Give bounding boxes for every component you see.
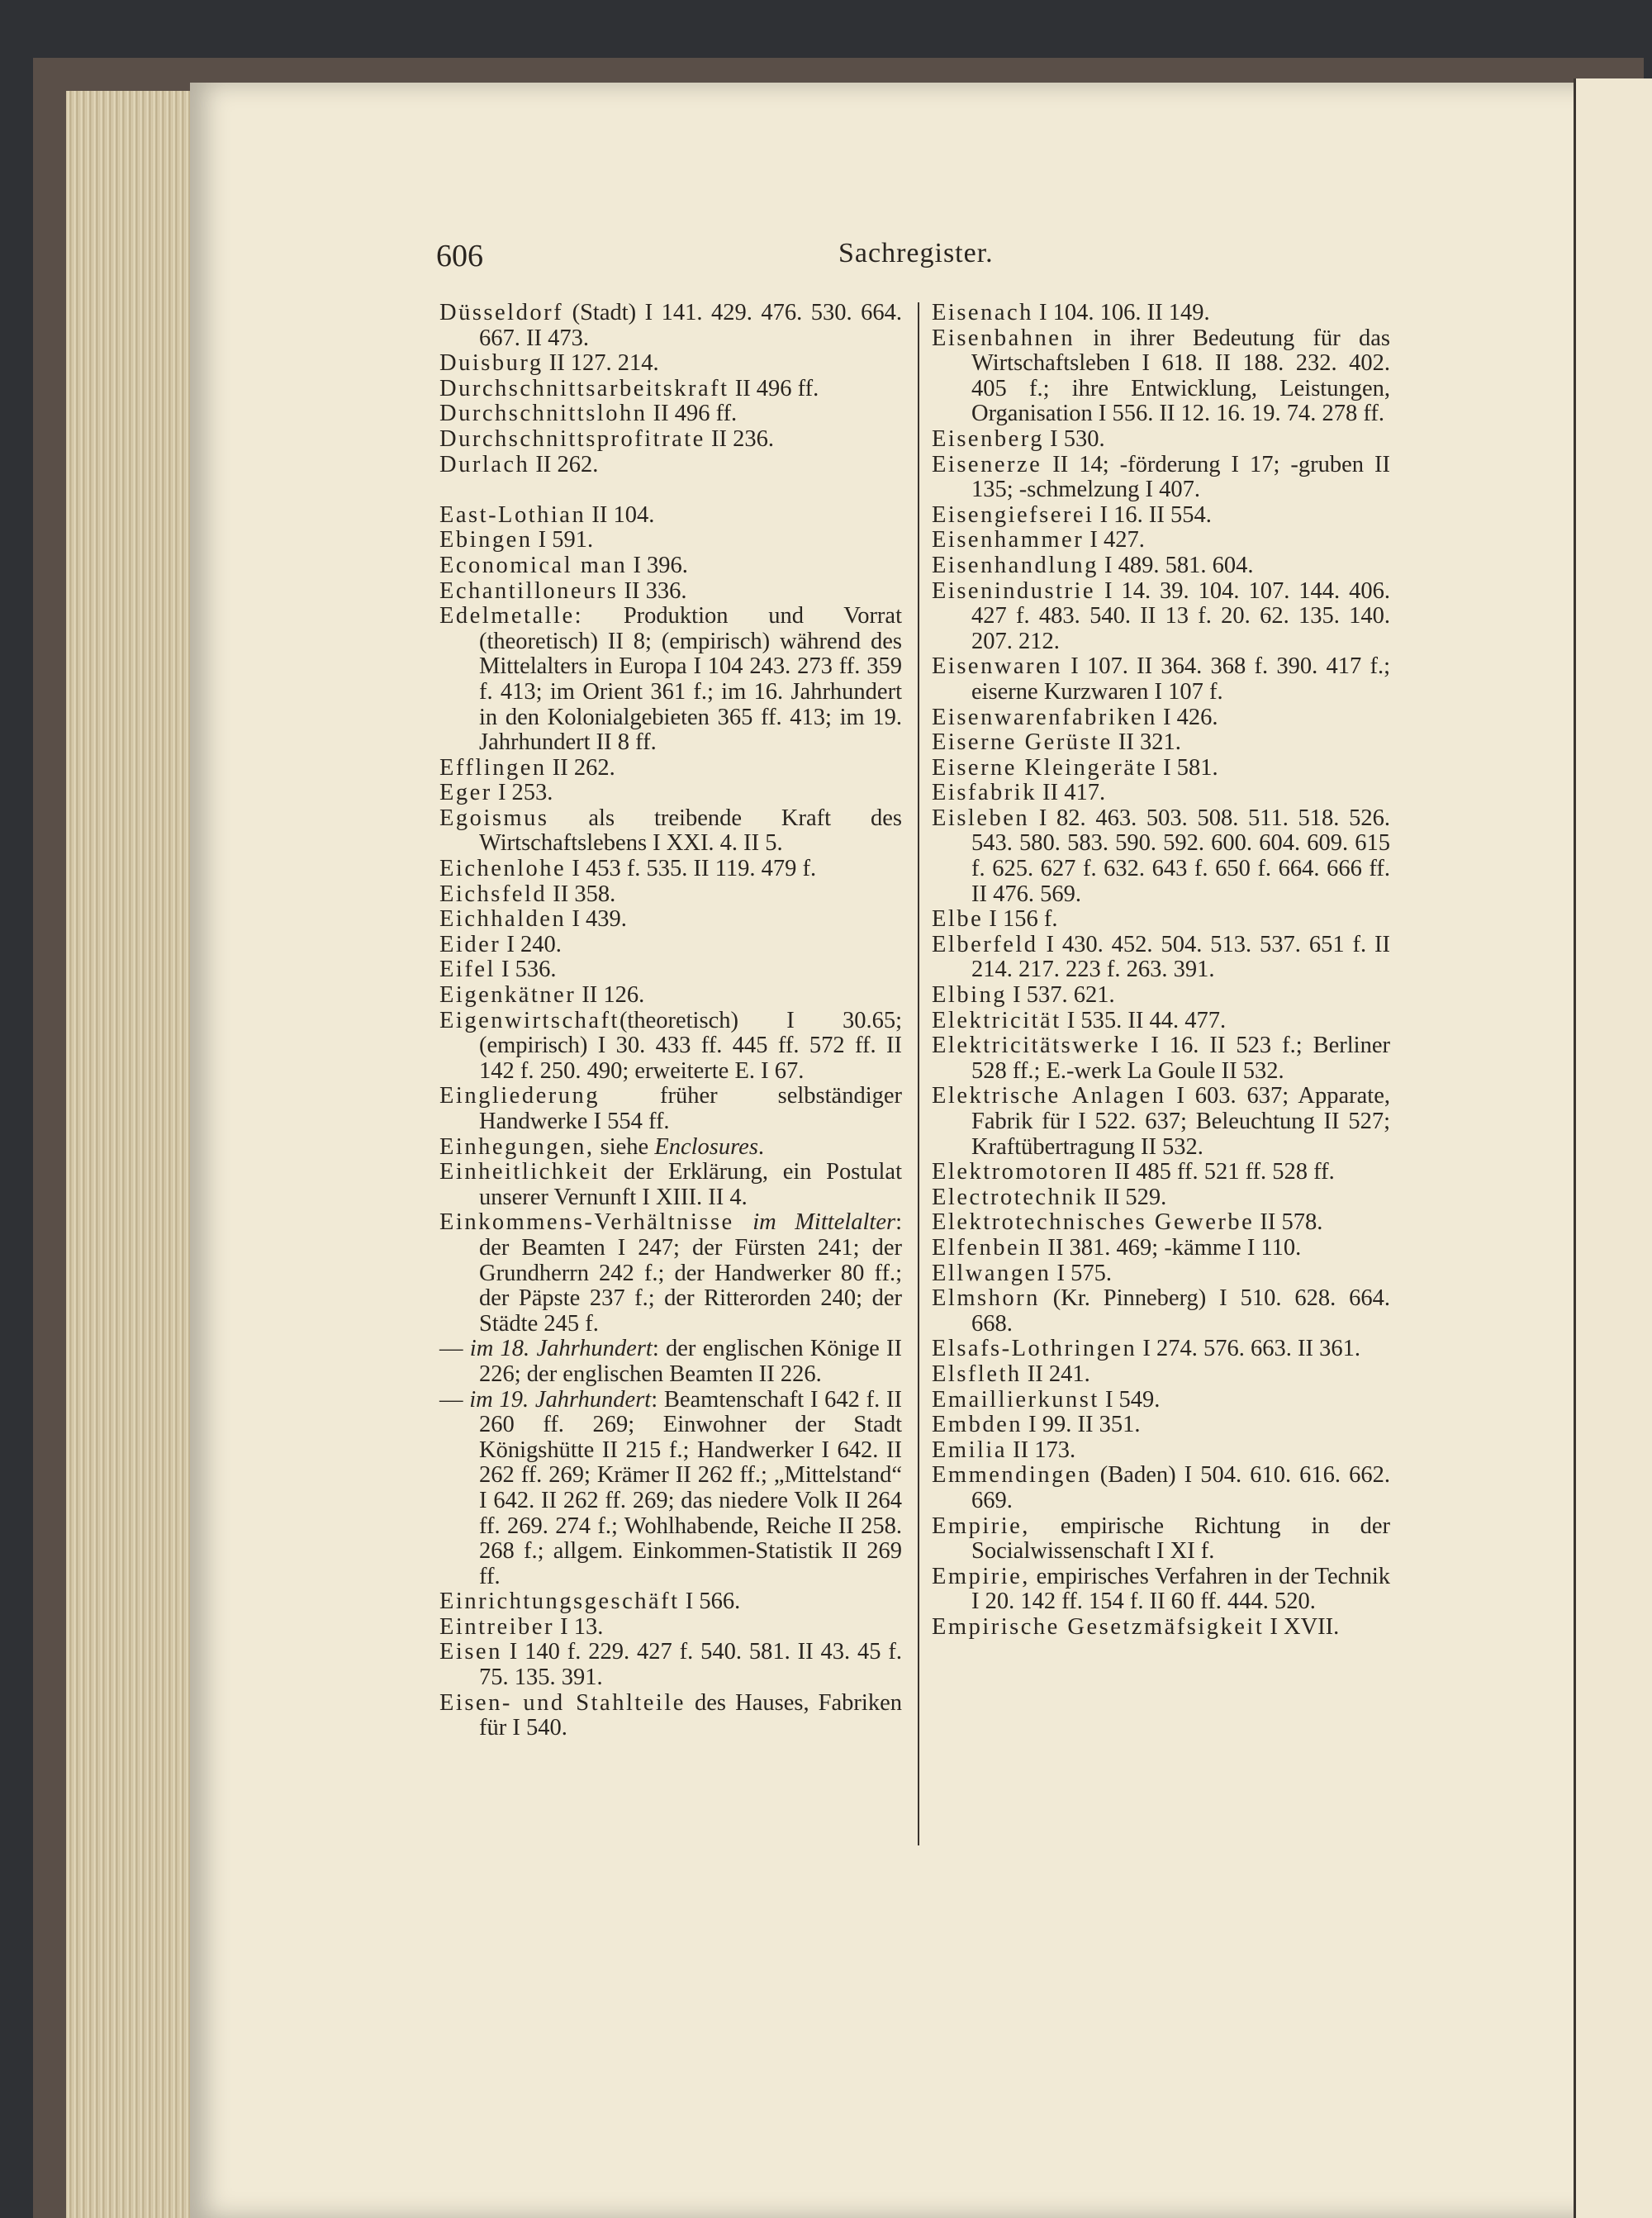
index-entry [439, 1388, 902, 1590]
index-entry [932, 1160, 1390, 1185]
entry-term: Eisen [439, 1639, 502, 1665]
entry-term: Einrichtungsgeschäft [439, 1589, 680, 1615]
entry-term: Eigenwirtschaft [439, 1007, 620, 1033]
entry-references: I 14. 39. 104. 107. 144. 406. 427 f. 483. 540. II 13 f. 20. 62. 135. 140. 207. 212. [971, 577, 1390, 654]
index-entry [439, 957, 902, 983]
entry-references: I 535. II 44. 477. [1061, 1007, 1227, 1033]
index-entry [439, 983, 902, 1009]
entry-italic: im Mittelalter [752, 1209, 896, 1236]
index-entry [439, 806, 902, 857]
entry-italic: Enclosures [654, 1133, 758, 1160]
index-entry [932, 453, 1390, 503]
entry-term: Eifel [439, 957, 496, 983]
entry-term: Elbe [932, 906, 984, 933]
entry-term: Egoismus [439, 805, 549, 831]
entry-term: Elberfeld [932, 931, 1038, 957]
entry-term: Electrotechnik [932, 1184, 1099, 1210]
entry-references: (Kr. Pinneberg) I 510. 628. 664. 668. [971, 1285, 1390, 1337]
entry-references: (theoretisch) I 30.65; (empirisch) I 30. 433 ff. 445 ff. 572 ff. II 142 f. 250. 490; erweiterte E. I 67. [479, 1007, 902, 1084]
entry-term: Einheitlichkeit [439, 1159, 610, 1185]
entry-term: Durchschnittsarbeitskraft [439, 375, 729, 401]
entry-references: I 603. 637; Apparate, Fabrik für I 522. 637; Beleuchtung II 527; Kraftübertragung II 532. [971, 1083, 1390, 1160]
entry-term: Elektricität [932, 1007, 1061, 1033]
section-gap [439, 477, 902, 503]
entry-term: Einkommens-Verhältnisse [439, 1209, 734, 1236]
entry-term: Eger [439, 780, 492, 806]
entry-references: II 126. [576, 982, 645, 1009]
entry-references: I 581. [1157, 754, 1218, 781]
entry-term: Echantilloneurs [439, 577, 619, 604]
index-entry [439, 427, 902, 453]
entry-references: I 396. [627, 552, 688, 578]
entry-references: I 549. [1099, 1386, 1161, 1413]
entry-term: Embden [932, 1412, 1023, 1438]
index-entry [439, 781, 902, 806]
index-entry [439, 857, 902, 882]
entry-term: Eichsfeld [439, 881, 548, 907]
entry-references: (Baden) I 504. 610. 616. 662. 669. [971, 1462, 1390, 1513]
page [190, 83, 1623, 2218]
column-divider [918, 302, 919, 1845]
index-entry [932, 806, 1390, 907]
index-entry [439, 1009, 902, 1085]
page-edges [66, 91, 211, 2218]
entry-term: Eintreiber [439, 1613, 554, 1640]
index-entry [932, 1009, 1390, 1034]
entry-term: Eisenberg [932, 425, 1044, 452]
entry-term: Emaillierkunst [932, 1386, 1099, 1413]
index-entry [439, 1640, 902, 1690]
index-entry [439, 604, 902, 756]
index-entry [932, 781, 1390, 806]
entry-references: II 14; -förderung I 17; -gruben II 135; -schmelzung I 407. [971, 451, 1390, 503]
entry-references: I 274. 576. 663. II 361. [1137, 1336, 1361, 1362]
entry-references: empirische Richtung in der Socialwissenschaft I XI f. [971, 1513, 1390, 1565]
index-entry [439, 579, 902, 605]
entry-references: I 240. [501, 931, 562, 957]
entry-term: Elsafs-Lothringen [932, 1336, 1137, 1362]
index-entry [932, 1615, 1390, 1641]
entry-term: Eider [439, 931, 501, 957]
entry-references: II 496 ff. [647, 401, 738, 427]
index-entry [932, 654, 1390, 705]
index-entry [932, 1236, 1390, 1261]
index-entry [439, 503, 902, 529]
index-entry [932, 1084, 1390, 1160]
entry-term: Eiserne Gerüste [932, 729, 1113, 756]
entry-term: Emmendingen [932, 1462, 1092, 1489]
index-entry [932, 933, 1390, 983]
entry-term: Eisengiefserei [932, 501, 1094, 528]
entry-term: Emilia [932, 1437, 1007, 1463]
entry-term: Durchschnittslohn [439, 401, 648, 427]
entry-references: II 173. [1006, 1437, 1076, 1463]
entry-term: — [439, 1336, 470, 1362]
entry-term: Eisen- und Stahlteile [439, 1689, 686, 1716]
entry-references: empirisches Verfahren in der Technik I 20. 142 ff. 154 f. II 60 ff. 444. 520. [971, 1563, 1390, 1615]
index-entry [932, 1463, 1390, 1513]
entry-term: Eisleben [932, 805, 1030, 831]
entry-references: II 417. [1036, 780, 1106, 806]
entry-term: Elektrische Anlagen [932, 1083, 1166, 1109]
index-entry [932, 503, 1390, 529]
entry-references: II 241. [1021, 1361, 1090, 1387]
index-entry [439, 1084, 902, 1134]
entry-references: I 439. [566, 906, 627, 933]
entry-references: II 381. 469; -kämme I 110. [1042, 1234, 1302, 1261]
entry-references: I 536. [495, 957, 557, 983]
entry-references: II 496 ff. [729, 375, 819, 401]
index-entry [439, 756, 902, 781]
entry-references: Produktion und Vorrat (theoretisch) II 8; (empirisch) während des Mittelalters in Europa I 104 243. 273 ff. 359 f. 413; im Orient 361 f.; im 16. Jahrhundert in den Kolonialgebieten 365 ff. 413; im 19. Jahrhundert II 8 ff. [479, 603, 902, 756]
entry-term: Eisenindustrie [932, 577, 1096, 604]
entry-term: — [439, 1386, 470, 1413]
entry-term: Efflingen [439, 754, 547, 781]
entry-term: Durlach [439, 451, 530, 477]
entry-references: II 236. [705, 425, 774, 452]
index-entry [439, 1337, 902, 1387]
entry-term: Elsfleth [932, 1361, 1022, 1387]
index-entry [932, 705, 1390, 731]
index-entry [932, 553, 1390, 579]
index-entry [932, 1514, 1390, 1565]
next-page-edge [1574, 78, 1652, 2218]
entry-term: Eisenwarenfabriken [932, 704, 1157, 730]
entry-term: Edelmetalle: [439, 603, 584, 629]
entry-term: Eichhalden [439, 906, 567, 933]
entry-term: Einhegungen, [439, 1133, 595, 1160]
index-entry [932, 301, 1390, 326]
entry-references: : der Beamten I 247; der Fürsten 241; der Grundherrn 242 f.; der Handwerker 80 ff.; der Päpste 237 f.; der Ritterorden 240; der Städte 245 f. [479, 1209, 903, 1337]
index-entry [932, 528, 1390, 553]
index-entry [439, 553, 902, 579]
entry-references: II 336. [618, 577, 687, 604]
entry-references: siehe [594, 1133, 655, 1160]
index-entry [932, 1210, 1390, 1236]
entry-references: I 566. [679, 1589, 741, 1615]
index-entry [439, 1691, 902, 1741]
entry-term: Elbing [932, 982, 1007, 1009]
index-entry [439, 528, 902, 553]
index-entry [439, 933, 902, 958]
entry-term: Empirie, [932, 1513, 1030, 1539]
index-entry [932, 1388, 1390, 1413]
index-column-left [439, 301, 902, 1741]
entry-references: früher selbständiger Handwerke I 554 ff. [479, 1083, 902, 1134]
entry-term: Eisenhandlung [932, 552, 1099, 578]
entry-references: des Hauses, Fabriken für I 540. [479, 1689, 902, 1741]
entry-italic: im 18. Jahrhundert [469, 1336, 653, 1362]
index-column-right [932, 301, 1390, 1640]
entry-term: Eiserne Kleingeräte [932, 754, 1158, 781]
entry-references: . [757, 1133, 765, 1160]
index-entry [932, 579, 1390, 655]
page-number: 606 [436, 239, 483, 273]
entry-references: II 358. [547, 881, 616, 907]
index-entry [439, 1160, 902, 1210]
index-entry [439, 301, 902, 351]
entry-references: I 140 f. 229. 427 f. 540. 581. II 43. 45 f. 75. 135. 391. [479, 1639, 902, 1691]
entry-references: I 13. [553, 1613, 604, 1640]
entry-term: Eisenbahnen [932, 325, 1075, 351]
entry-references: I 16. II 523 f.; Berliner 528 ff.; E.-werk La Goule II 532. [971, 1033, 1390, 1084]
entry-references: : der englischen Könige II 226; der englischen Beamten II 226. [479, 1336, 902, 1387]
entry-references: in ihrer Bedeutung für das Wirtschaftsleben I 618. II 188. 232. 402. 405 f.; ihre Entwicklung, Leistungen, Organisation I 556. II 12. 16. 19. 74. 278 ff. [971, 325, 1390, 427]
entry-references: I 426. [1156, 704, 1218, 730]
entry-references: : Beamtenschaft I 642 f. II 260 ff. 269; Einwohner der Stadt Königshütte II 215 f.; Handwerker I 642. II 262 ff. 269; Krämer II 262 ff.; „Mittelstand“ I 642. II 262 ff. 269; das niedere Volk II 264 ff. 269. 274 f.; Wohlhabende, Reiche II 258. 268 f.; allgem. Einkommen-Statistik II 269 ff. [479, 1386, 902, 1589]
index-entry [932, 427, 1390, 453]
entry-term: Empirische Gesetzmäfsigkeit [932, 1613, 1265, 1640]
entry-references: I 453 f. 535. II 119. 479 f. [566, 856, 817, 882]
entry-references: I 430. 452. 504. 513. 537. 651 f. II 214. 217. 223 f. 263. 391. [971, 931, 1390, 983]
entry-term: Durchschnittsprofitrate [439, 425, 705, 452]
index-entry [439, 1210, 902, 1337]
entry-references: I 253. [491, 780, 553, 806]
entry-references: I XVII. [1264, 1613, 1340, 1640]
entry-term: Elektromotoren [932, 1159, 1108, 1185]
entry-references: I 530. [1043, 425, 1105, 452]
entry-term: Eigenkätner [439, 982, 577, 1009]
index-entry [932, 907, 1390, 933]
index-entry [439, 1135, 902, 1161]
entry-term: Eisenhammer [932, 527, 1085, 553]
index-entry [932, 326, 1390, 427]
index-entry [932, 756, 1390, 781]
entry-references: I 104. 106. II 149. [1032, 300, 1210, 325]
index-entry [932, 1362, 1390, 1388]
entry-references: II 321. [1112, 729, 1181, 756]
entry-references: I 489. 581. 604. [1098, 552, 1254, 578]
entry-term: Elmshorn [932, 1285, 1040, 1312]
index-entry [932, 983, 1390, 1009]
index-entry [439, 351, 902, 377]
index-entry [932, 1261, 1390, 1287]
running-head: Sachregister. [838, 238, 994, 268]
entry-references: als treibende Kraft des Wirtschaftslebens I XXI. 4. II 5. [479, 805, 902, 857]
index-entry [932, 1438, 1390, 1464]
index-entry [439, 907, 902, 933]
entry-references: II 104. [586, 501, 655, 528]
index-entry [932, 730, 1390, 756]
entry-references: I 575. [1051, 1260, 1113, 1286]
index-entry [932, 1565, 1390, 1615]
entry-references: I 427. [1084, 527, 1145, 553]
entry-references: II 485 ff. 521 ff. 528 ff. [1108, 1159, 1335, 1185]
index-entry [439, 882, 902, 908]
index-entry [932, 1413, 1390, 1438]
entry-references: der Erklärung, ein Postulat unserer Vernunft I XIII. II 4. [479, 1159, 902, 1210]
entry-term: Eichenlohe [439, 856, 567, 882]
entry-references: II 262. [546, 754, 615, 781]
index-entry [932, 1185, 1390, 1211]
entry-references: II 127. 214. [543, 350, 659, 377]
entry-references: I 82. 463. 503. 508. 511. 518. 526. 543. 580. 583. 590. 592. 600. 604. 609. 615 f. 625. 627 f. 632. 643 f. 650 f. 664. 666 ff. II 476. 569. [971, 805, 1390, 907]
entry-term: Düsseldorf [439, 300, 564, 325]
entry-term: Economical man [439, 552, 628, 578]
index-entry [932, 1286, 1390, 1337]
entry-italic: im 19. Jahrhundert [469, 1386, 652, 1413]
entry-references: I 107. II 364. 368 f. 390. 417 f.; eiserne Kurzwaren I 107 f. [971, 653, 1390, 705]
entry-references: II 262. [529, 451, 599, 477]
index-entry [439, 1589, 902, 1615]
entry-references: I 591. [532, 527, 594, 553]
entry-term: Elfenbein [932, 1234, 1042, 1261]
index-entry [932, 1337, 1390, 1362]
entry-term: Elektricitätswerke [932, 1033, 1141, 1059]
entry-references: I 156 f. [983, 906, 1058, 933]
entry-references: I 537. 621. [1007, 982, 1115, 1009]
entry-term: Duisburg [439, 350, 544, 377]
entry-term: Eingliederung [439, 1083, 600, 1109]
entry-term: Eisenerze [932, 451, 1042, 477]
index-entry [439, 1615, 902, 1641]
entry-term: Ebingen [439, 527, 533, 553]
entry-term: Ellwangen [932, 1260, 1051, 1286]
entry-term: Elektrotechnisches Gewerbe [932, 1209, 1255, 1236]
entry-references [734, 1209, 753, 1235]
entry-references: II 529. [1098, 1184, 1167, 1210]
entry-term: East-Lothian [439, 501, 586, 528]
entry-term: Eisenach [932, 300, 1033, 325]
entry-references: (Stadt) I 141. 429. 476. 530. 664. 667. II 473. [479, 300, 902, 351]
index-entry [439, 377, 902, 402]
index-entry [439, 401, 902, 427]
entry-term: Empirie, [932, 1563, 1030, 1589]
index-entry [439, 453, 902, 478]
entry-references: II 578. [1254, 1209, 1323, 1236]
entry-references: I 99. II 351. [1022, 1412, 1141, 1438]
entry-term: Eisenwaren [932, 653, 1062, 680]
entry-term: Eisfabrik [932, 780, 1037, 806]
entry-references: I 16. II 554. [1094, 501, 1212, 528]
index-entry [932, 1033, 1390, 1084]
